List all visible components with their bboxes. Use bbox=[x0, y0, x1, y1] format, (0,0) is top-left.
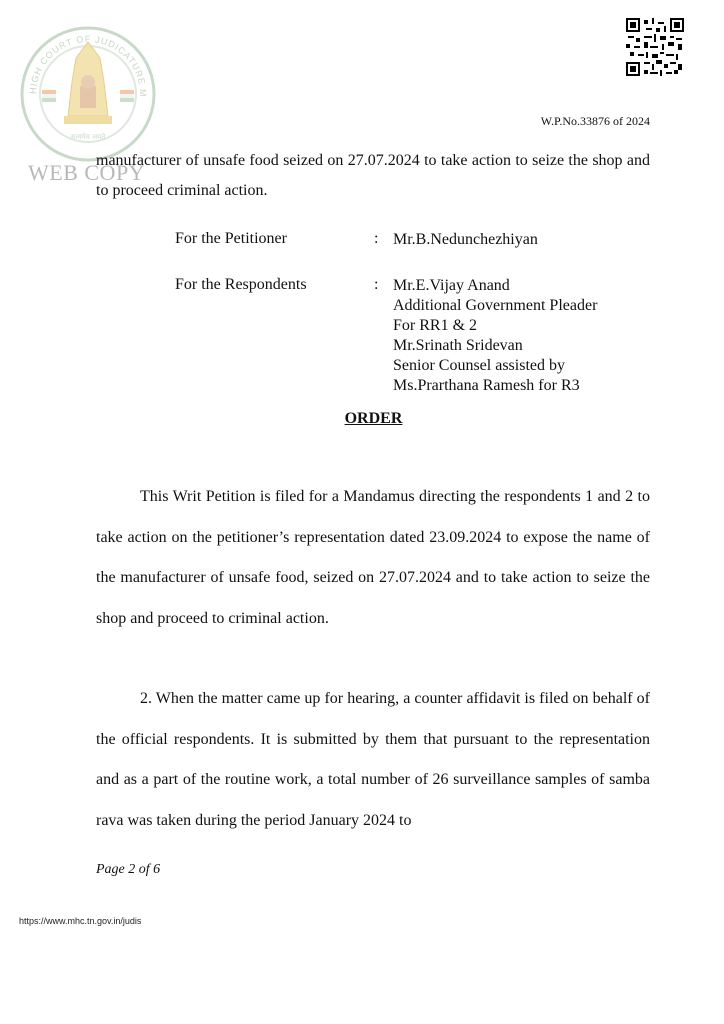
order-heading: ORDER bbox=[344, 410, 403, 427]
footer-url: https://www.mhc.tn.gov.in/judis bbox=[19, 916, 142, 926]
respondents-counsel-line: For RR1 & 2 bbox=[393, 317, 478, 334]
court-seal-emblem bbox=[18, 24, 158, 164]
respondents-colon: : bbox=[374, 276, 379, 293]
page-number: Page 2 of 6 bbox=[96, 862, 161, 877]
qr-code bbox=[626, 18, 684, 76]
petitioner-colon: : bbox=[374, 230, 379, 247]
web-copy-watermark: WEB COPY bbox=[28, 160, 146, 185]
respondents-counsel bbox=[393, 276, 597, 396]
respondents-counsel-line: Mr.Srinath Sridevan bbox=[393, 337, 523, 354]
order-paragraph-1: This Writ Petition is filed for a Mandamus directing the respondents 1 and 2 to take action on the petitioner’s representation dated 23.09.2024 to expose the name of the manufacturer of unsafe food, seized on 27.07.2024 and to take action to seize the shop and proceed to criminal action. bbox=[96, 488, 650, 627]
respondents-label: For the Respondents bbox=[175, 276, 307, 293]
seal-text: HIGH COURT OF JUDICATURE M bbox=[27, 33, 149, 98]
respondents-counsel-line: Additional Government Pleader bbox=[393, 297, 598, 314]
case-number: W.P.No.33876 of 2024 bbox=[540, 114, 650, 128]
petitioner-label: For the Petitioner bbox=[175, 230, 287, 247]
continuation-paragraph: manufacturer of unsafe food seized on 27.07.2024 to take action to seize the shop and to proceed criminal action. bbox=[96, 152, 650, 199]
respondents-counsel-line: Mr.E.Vijay Anand bbox=[393, 277, 510, 294]
order-paragraph-2: 2. When the matter came up for hearing, a counter affidavit is filed on behalf of the official respondents. It is submitted by them that pursuant to the representation and as a part of the routine work, a total number of 26 surveillance samples of samba rava was taken during the period January 2024 to bbox=[96, 690, 650, 829]
respondents-counsel-line: Senior Counsel assisted by bbox=[393, 357, 565, 374]
petitioner-counsel: Mr.B.Nedunchezhiyan bbox=[393, 231, 538, 248]
respondents-counsel-line: Ms.Prarthana Ramesh for R3 bbox=[393, 377, 580, 394]
seal-motto: सत्यमेव जयते bbox=[70, 133, 106, 141]
